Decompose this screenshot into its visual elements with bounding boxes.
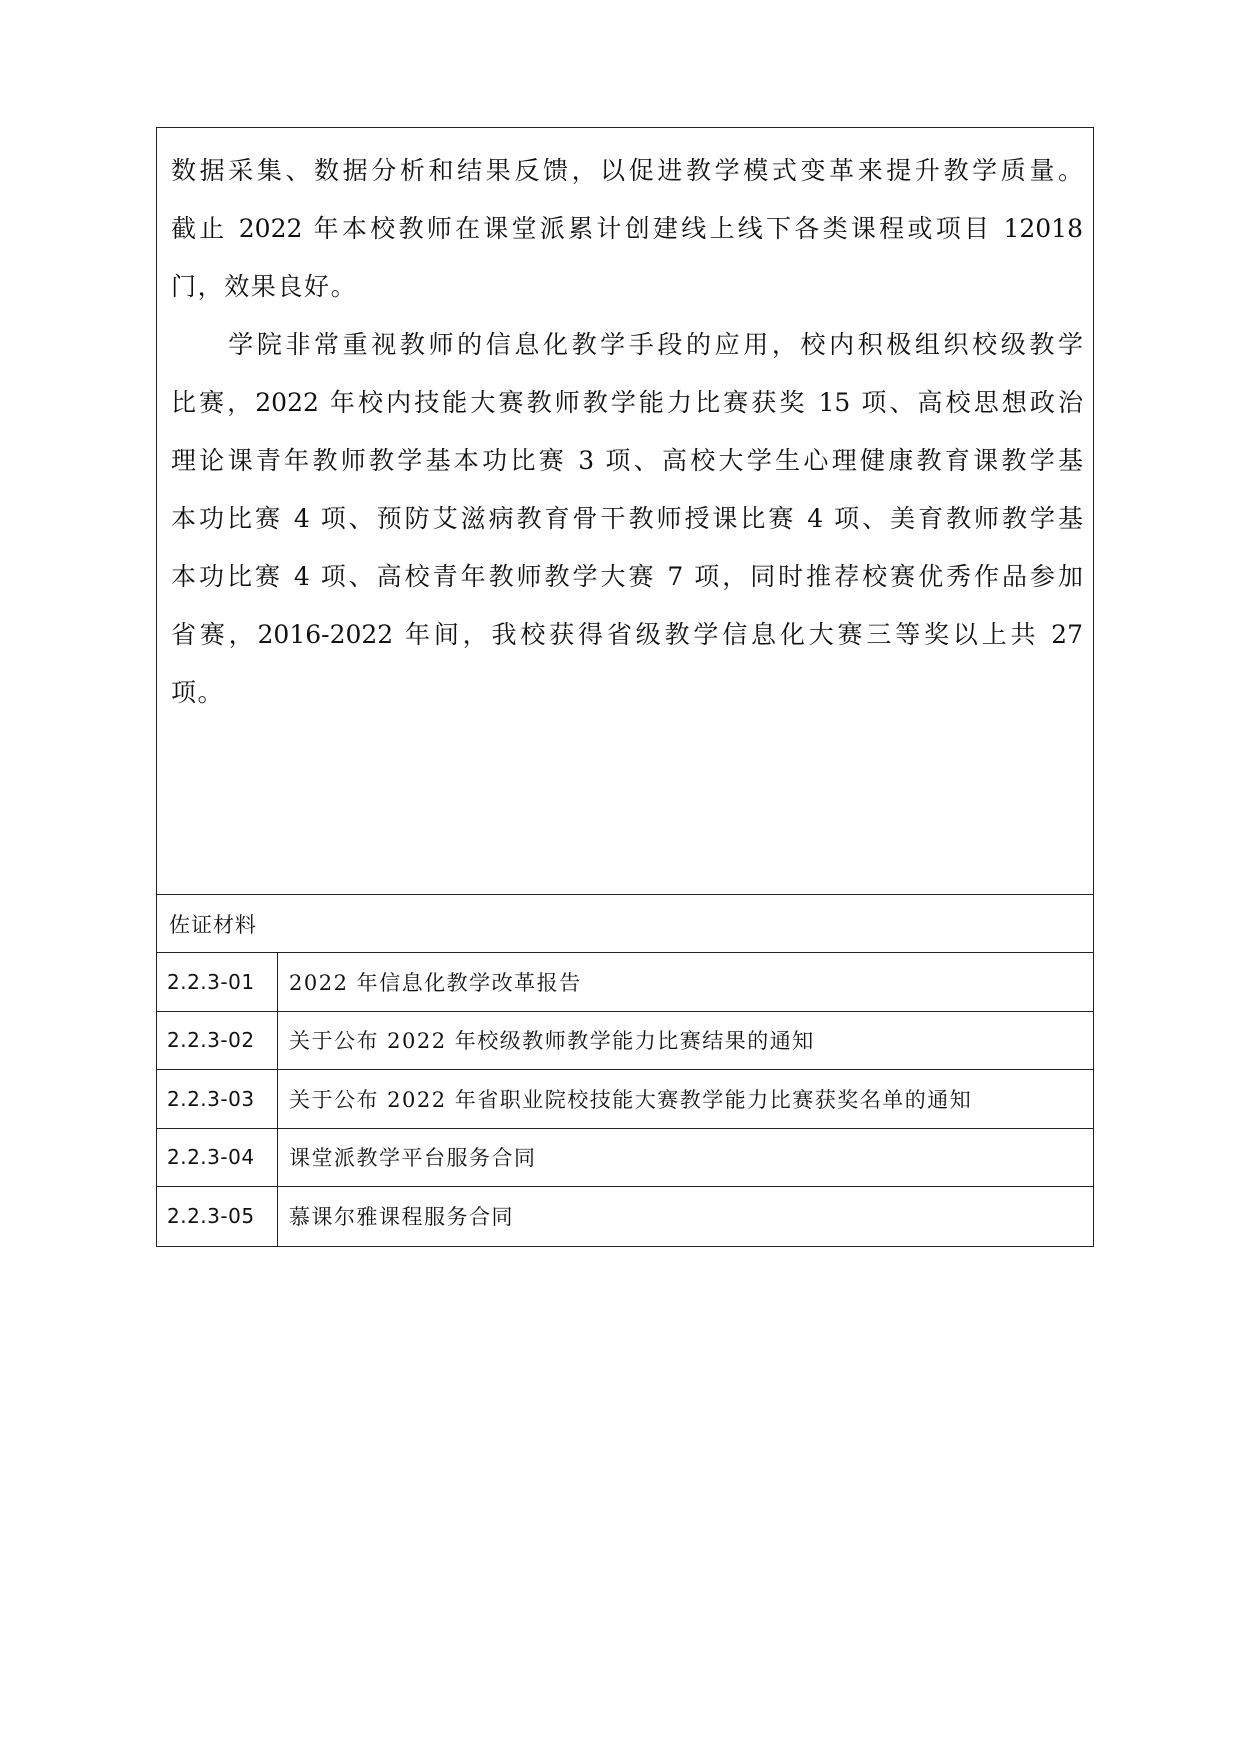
content-cell	[157, 128, 1093, 895]
paragraph-line: 项。	[171, 678, 225, 707]
evidence-row	[157, 1187, 1093, 1246]
paragraph-line: 本功比赛 4 项、预防艾滋病教育骨干教师授课比赛 4 项、美育教师教学基	[171, 504, 1083, 533]
evidence-row	[157, 1012, 1093, 1071]
evidence-code: 2.2.3-05	[157, 1187, 278, 1246]
paragraph-line: 比赛，2022 年校内技能大赛教师教学能力比赛获奖 15 项、高校思想政治	[171, 388, 1083, 417]
evidence-title: 关于公布 2022 年校级教师教学能力比赛结果的通知	[289, 1029, 815, 1054]
document-table	[156, 127, 1094, 1247]
paragraph-line: 门，效果良好。	[171, 272, 358, 301]
evidence-header: 佐证材料	[157, 895, 1093, 953]
paragraph-line: 理论课青年教师教学基本功比赛 3 项、高校大学生心理健康教育课教学基	[171, 446, 1083, 475]
evidence-title: 2022 年信息化教学改革报告	[289, 970, 582, 995]
evidence-row	[157, 1070, 1093, 1129]
paragraph-line: 数据采集、数据分析和结果反馈，以促进教学模式变革来提升教学质量。	[171, 156, 1083, 185]
evidence-code: 2.2.3-03	[157, 1070, 278, 1128]
evidence-title: 课堂派教学平台服务合同	[289, 1146, 537, 1171]
evidence-title: 慕课尔雅课程服务合同	[289, 1205, 514, 1230]
paragraph-line: 省赛，2016-2022 年间，我校获得省级教学信息化大赛三等奖以上共 27	[171, 620, 1083, 649]
evidence-row	[157, 1129, 1093, 1188]
evidence-title: 关于公布 2022 年省职业院校技能大赛教学能力比赛获奖名单的通知	[289, 1087, 973, 1112]
paragraph-line: 截止 2022 年本校教师在课堂派累计创建线上线下各类课程或项目 12018	[171, 214, 1083, 243]
evidence-code: 2.2.3-04	[157, 1129, 278, 1187]
evidence-row	[157, 953, 1093, 1012]
paragraph-line: 本功比赛 4 项、高校青年教师教学大赛 7 项，同时推荐校赛优秀作品参加	[171, 562, 1083, 591]
evidence-code: 2.2.3-01	[157, 953, 278, 1011]
evidence-code: 2.2.3-02	[157, 1012, 278, 1070]
paragraph-line: 学院非常重视教师的信息化教学手段的应用，校内积极组织校级教学	[171, 330, 1083, 359]
